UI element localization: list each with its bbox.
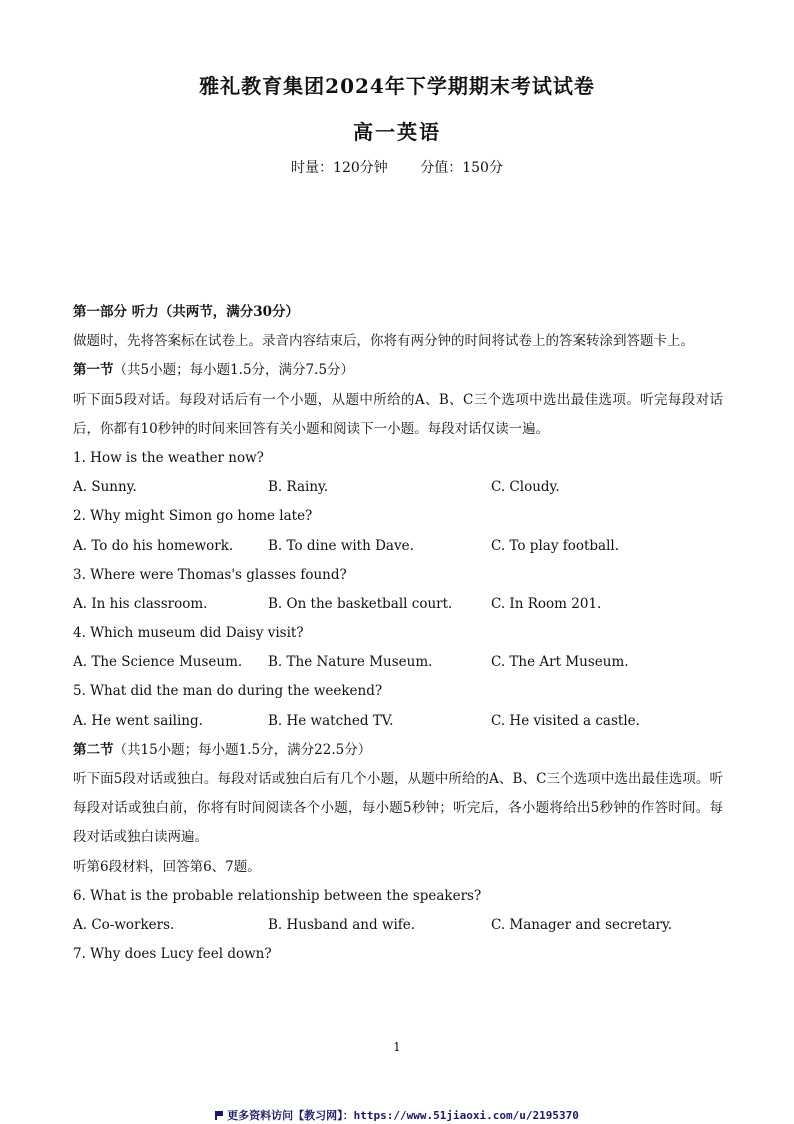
exam-time: 时量：120分钟	[291, 160, 388, 176]
page-number: 1	[393, 1040, 401, 1054]
part1-heading: 第一部分 听力（共两节，满分30分）	[73, 304, 299, 320]
option-b: B. Husband and wife.	[268, 917, 416, 934]
section2-heading	[73, 736, 723, 765]
option-b: B. Rainy.	[268, 479, 329, 496]
exam-meta	[0, 157, 794, 177]
question-options	[73, 532, 723, 561]
question-text: 2. Why might Simon go home late?	[73, 508, 313, 525]
option-c: C. He visited a castle.	[491, 712, 640, 729]
section1-label: 第一节	[73, 362, 114, 379]
section1-note: （共5小题；每小题1.5分，满分7.5分）	[113, 362, 355, 379]
flag-icon	[215, 1111, 223, 1120]
option-c: C. Manager and secretary.	[491, 917, 673, 934]
question-text: 7. Why does Lucy feel down?	[73, 946, 272, 963]
option-c: C. The Art Museum.	[491, 654, 629, 671]
option-c: C. To play football.	[491, 537, 620, 554]
part1-instruction: 做题时，先将答案标在试卷上。录音内容结束后，你将有两分钟的时间将试卷上的答案转涂到答题卡上。	[73, 333, 694, 350]
section1-heading	[73, 356, 723, 385]
exam-subject: 高一英语	[353, 120, 441, 144]
question-options	[73, 473, 723, 502]
option-a: A. He went sailing.	[73, 712, 203, 729]
question-options	[73, 648, 723, 677]
question-group-1	[73, 444, 723, 736]
question-options	[73, 590, 723, 619]
section2-instruction: 听下面5段对话或独白。每段对话或独白后有几个小题，从题中所给的A、B、C三个选项中选出最佳选项。听每段对话或独白前，你将有时间阅读各个小题，每小题5秒钟；听完后，各小题将给出5秒钟的作答时间。每段对话或独白读两遍。	[73, 771, 723, 846]
material-note: 听第6段材料，回答第6、7题。	[73, 858, 261, 875]
section2-note: （共15小题；每小题1.5分，满分22.5分）	[113, 741, 372, 758]
exam-title: 雅礼教育集团2024年下学期期末考试试卷	[199, 74, 595, 98]
option-b: B. To dine with Dave.	[268, 537, 414, 554]
option-a: A. The Science Museum.	[73, 654, 243, 671]
option-b: B. He watched TV.	[268, 712, 394, 729]
question-text: 4. Which museum did Daisy visit?	[73, 625, 304, 642]
option-a: A. To do his homework.	[73, 537, 234, 554]
question-text: 3. Where were Thomas's glasses found?	[73, 566, 347, 583]
option-b: B. On the basketball court.	[268, 595, 453, 612]
question-text: 1. How is the weather now?	[73, 449, 264, 466]
option-a: A. Co-workers.	[73, 917, 175, 934]
option-c: C. Cloudy.	[491, 479, 560, 496]
footer-text: 更多资料访问【教习网】：https://www.51jiaoxi.com/u/2195370	[227, 1109, 579, 1122]
section1-instruction: 听下面5段对话。每段对话后有一个小题，从题中所给的A、B、C三个选项中选出最佳选项。听完每段对话后，你都有10秒钟的时间来回答有关小题和阅读下一小题。每段对话仅读一遍。	[73, 391, 723, 437]
option-a: A. Sunny.	[73, 479, 137, 496]
section2-label: 第二节	[73, 741, 114, 758]
question-text: 5. What did the man do during the weekend?	[73, 683, 383, 700]
option-c: C. In Room 201.	[491, 595, 602, 612]
question-options	[73, 911, 723, 940]
question-text: 6. What is the probable relationship between the speakers?	[73, 887, 482, 904]
exam-score: 分值：150分	[420, 160, 503, 176]
option-b: B. The Nature Museum.	[268, 654, 433, 671]
exam-content	[73, 298, 723, 969]
question-options	[73, 707, 723, 736]
option-a: A. In his classroom.	[73, 595, 208, 612]
footer-link[interactable]	[0, 1107, 794, 1123]
